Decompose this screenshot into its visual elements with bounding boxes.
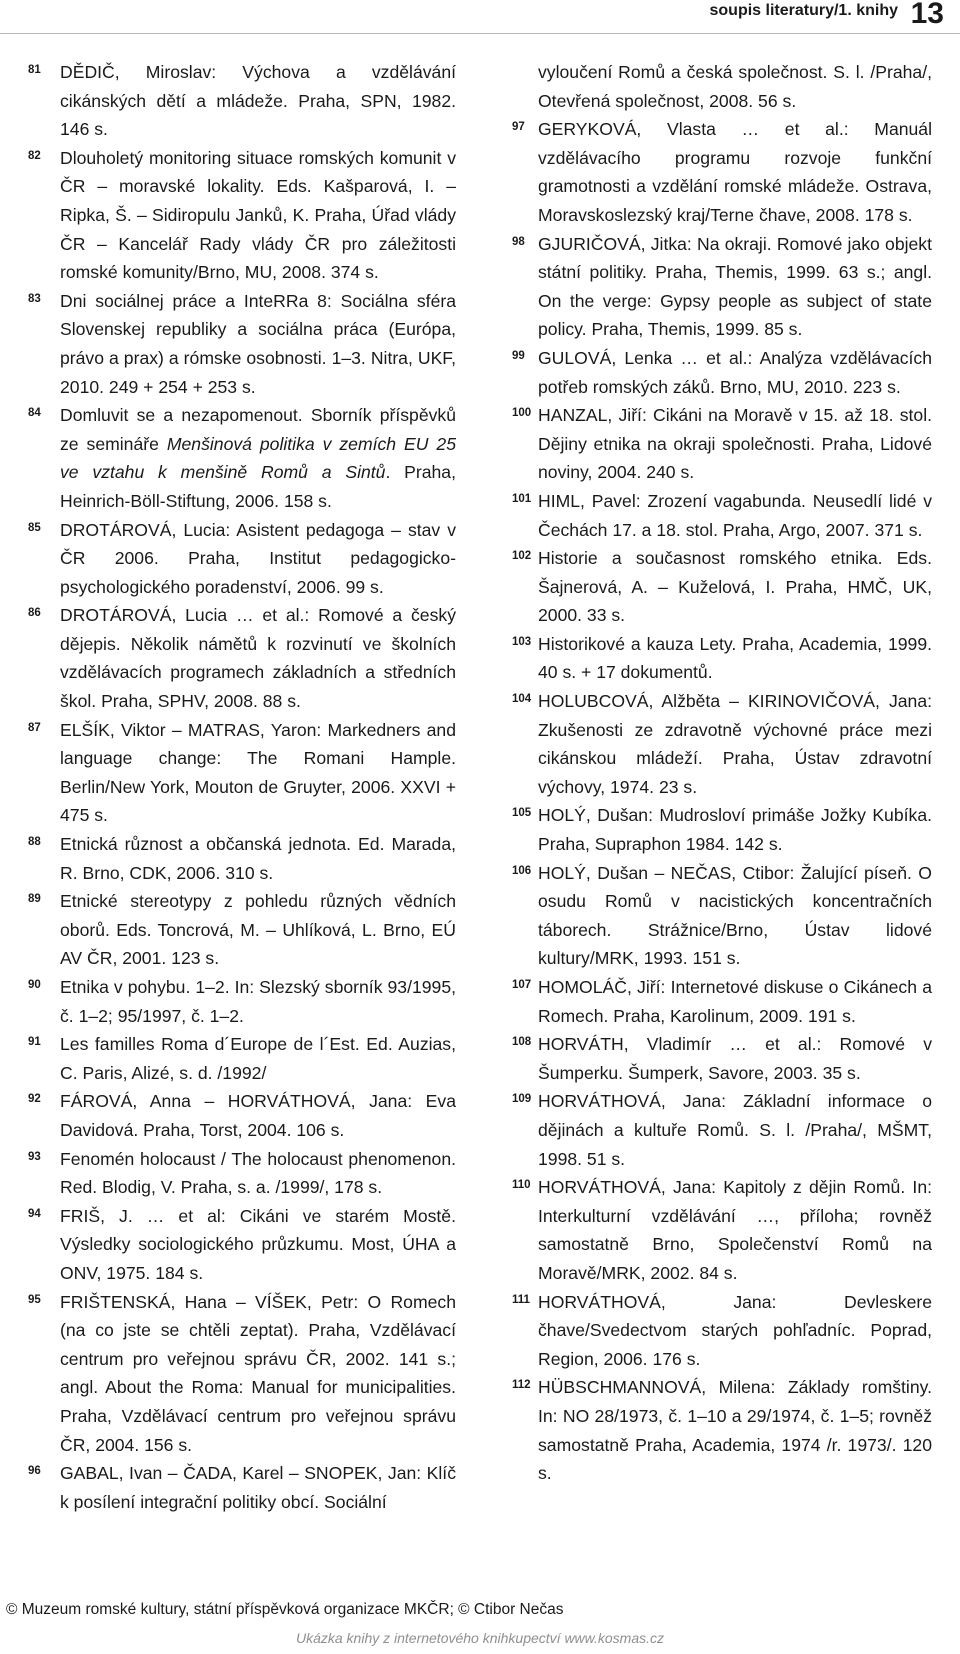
- entry-text: DROTÁROVÁ, Lucia: Asistent pedagoga – stav v ČR 2006. Praha, Institut pedagogicko-psychologického poradenství, 2006. 99 s.: [60, 519, 456, 597]
- entry-text: Les familles Roma d´Europe de l´Est. Ed. Auzias, C. Paris, Alizé, s. d. /1992/: [60, 1034, 456, 1083]
- entry-text: GABAL, Ivan – ČADA, Karel – SNOPEK, Jan: Klíč k posílení integrační politiky obcí. Sociální: [60, 1463, 456, 1512]
- entry-text: HORVÁTHOVÁ, Jana: Devleskere čhave/Svedectvom starých pohľadníc. Poprad, Region, 2006. 176 s.: [538, 1291, 932, 1369]
- bibliography-entry: [28, 144, 456, 287]
- bibliography-entry: [512, 115, 932, 229]
- entry-number: 105: [512, 807, 532, 820]
- entry-number: 90: [28, 979, 41, 991]
- entry-number: 94: [28, 1207, 41, 1220]
- right-entries: [512, 115, 932, 1488]
- page-header: [0, 0, 960, 34]
- bibliography-entry: [512, 630, 932, 687]
- entry-text: Dni sociálnej práce a InteRRa 8: Sociálna sféra Slovenskej republiky a sociálna práca (Európa, právo a prax) a rómske osobnosti. 1–3. Nitra, UKF, 2010. 249 + 254 + 253 s.: [60, 290, 456, 397]
- entry-text: FRIŠTENSKÁ, Hana – VÍŠEK, Petr: O Romech (na co jste se chtěli zeptat). Praha, Vzdělávací centrum pro veřejnou správu ČR, 2002. 141 s.; angl. About the Roma: Manual for municipalities. Praha, Vzdělávací centrum pro veřejnou správu ČR, 2004. 156 s.: [60, 1291, 456, 1455]
- entry-number: 91: [28, 1036, 41, 1049]
- bibliography-entry: [28, 1087, 456, 1144]
- entry-number: 96: [28, 1465, 41, 1478]
- bibliography-entry: [28, 716, 456, 830]
- entry-number: 82: [28, 149, 41, 162]
- entry-number: 99: [512, 349, 525, 362]
- entry-text: HOLUBCOVÁ, Alžběta – KIRINOVIČOVÁ, Jana: Zkušenosti ze zdravotně výchovné práce mezi cikánskou mládeží. Praha, Ústav zdravotní výchovy, 1974. 23 s.: [538, 691, 932, 797]
- entry-number: 106: [512, 864, 532, 877]
- entry-number: 87: [28, 721, 41, 734]
- entry-number: 84: [28, 407, 41, 420]
- entry-text: Domluvit se a nezapomenout. Sborník příspěvků ze semináře: [60, 405, 456, 454]
- entry-number: 103: [512, 635, 532, 648]
- entry-number: 85: [28, 521, 41, 534]
- entry-number: 92: [28, 1093, 41, 1106]
- bibliography-entry: [28, 1030, 456, 1087]
- entry-number: 83: [28, 292, 41, 305]
- entry-text: DĚDIČ, Miroslav: Výchova a vzdělávání cikánských dětí a mládeže. Praha, SPN, 1982. 146 s.: [60, 62, 456, 140]
- bibliography-entry: [28, 1288, 456, 1460]
- entry-text: FRIŠ, J. … et al: Cikáni ve starém Mostě. Výsledky sociologického průzkumu. Most, ÚHA a ONV, 1975. 184 s.: [60, 1205, 456, 1283]
- entry-text: Etnické stereotypy z pohledu různých vědních oborů. Eds. Toncrová, M. – Uhlíková, L. Brno, EÚ AV ČR, 2001. 123 s.: [60, 891, 456, 969]
- bibliography-entry: [28, 1459, 456, 1516]
- header-rule: [0, 33, 960, 34]
- entry-number: 93: [28, 1150, 41, 1163]
- watermark: Ukázka knihy z internetového knihkupectví www.kosmas.cz: [295, 1630, 665, 1646]
- bibliography-entry: [512, 1173, 932, 1287]
- bibliography-entry: [512, 859, 932, 973]
- bibliography-entry: [512, 1373, 932, 1487]
- entry-number: 81: [28, 64, 41, 76]
- entry-text: HORVÁTHOVÁ, Jana: Základní informace o dějinách a kultuře Romů. S. l. /Praha/, MŠMT, 1998. 51 s.: [538, 1091, 932, 1169]
- entry-number: 101: [512, 492, 532, 505]
- bibliography-entry: [28, 516, 456, 602]
- bibliography-entry: [512, 1030, 932, 1087]
- entry-text: GJURIČOVÁ, Jitka: Na okraji. Romové jako objekt státní politiky. Praha, Themis, 1999. 63 s.; angl. On the verge: Gypsy people as subject of state policy. Praha, Themis, 1999. 85 s.: [538, 233, 932, 340]
- bibliography-entry: [28, 287, 456, 401]
- entry-number: 86: [28, 607, 41, 620]
- copyright-notice: © Muzeum romské kultury, státní příspěvková organizace MKČR; © Ctibor Nečas: [6, 1601, 564, 1618]
- entry-text: Etnika v pohybu. 1–2. In: Slezský sborník 93/1995, č. 1–2; 95/1997, č. 1–2.: [60, 977, 456, 1026]
- continuation-text: vyloučení Romů a česká společnost. S. l. /Praha/, Otevřená společnost, 2008. 56 s.: [538, 62, 932, 111]
- entry-text: Historie a současnost romského etnika. Eds. Šajnerová, A. – Kuželová, I. Praha, HMČ, UK, 2000. 33 s.: [538, 548, 932, 626]
- entry-text: HOLÝ, Dušan: Mudrosloví primáše Jožky Kubíka. Praha, Supraphon 1984. 142 s.: [538, 805, 932, 855]
- left-column: [28, 58, 456, 1516]
- entry-number: 107: [512, 979, 532, 991]
- bibliography-entry: [512, 401, 932, 487]
- entry-number: 95: [28, 1293, 41, 1306]
- bibliography-entry: [512, 344, 932, 401]
- entry-number: 88: [28, 836, 41, 849]
- bibliography-entry: [28, 887, 456, 973]
- entry-title-italic: Menšinová politika v zemích EU 25 ve vztahu k menšině Romů a Sintů: [60, 433, 456, 483]
- bibliography-entry: [28, 830, 456, 887]
- entry-number: 104: [512, 693, 532, 706]
- bibliography-entry: [28, 973, 456, 1030]
- bibliography-entry: [512, 1087, 932, 1173]
- bibliography-entry: [512, 801, 932, 858]
- entry-number: 108: [512, 1036, 532, 1049]
- entry-number: 97: [512, 121, 525, 134]
- entry-number: 98: [512, 235, 525, 248]
- entry-text: HIML, Pavel: Zrození vagabunda. Neusedlí lidé v Čechách 17. a 18. stol. Praha, Argo, 2007. 371 s.: [538, 490, 932, 540]
- entry-text: HORVÁTH, Vladimír … et al.: Romové v Šumperku. Šumperk, Savore, 2003. 35 s.: [538, 1034, 932, 1083]
- entry-text: DROTÁROVÁ, Lucia … et al.: Romové a český dějepis. Několik námětů k rozvinutí ve školních vzdělávacích programech základních a středních škol. Praha, SPHV, 2008. 88 s.: [60, 605, 456, 712]
- entry-number: 102: [512, 550, 532, 563]
- bibliography-entry: [28, 58, 456, 144]
- bibliography-entry: [28, 1145, 456, 1202]
- entry-text: Historikové a kauza Lety. Praha, Academia, 1999. 40 s. + 17 dokumentů.: [538, 633, 932, 683]
- entry-number: 112: [512, 1379, 531, 1392]
- bibliography-entry: [512, 687, 932, 801]
- entry-text: HORVÁTHOVÁ, Jana: Kapitoly z dějin Romů. In: Interkulturní vzdělávání …, příloha; rovněž samostatně Brno, Společenství Romů na Moravě/MRK, 2002. 84 s.: [538, 1177, 932, 1283]
- entry-text: GERYKOVÁ, Vlasta … et al.: Manuál vzdělávacího programu rozvoje funkční gramotnosti a vzdělání romské mládeže. Ostrava, Moravskoslezský kraj/Terne čhave, 2008. 178 s.: [538, 119, 932, 225]
- entry-text: FÁROVÁ, Anna – HORVÁTHOVÁ, Jana: Eva Davidová. Praha, Torst, 2004. 106 s.: [60, 1091, 456, 1140]
- entry-text: HANZAL, Jiří: Cikáni na Moravě v 15. až 18. stol. Dějiny etnika na okraji společnosti. Praha, Lidové noviny, 2004. 240 s.: [538, 405, 932, 483]
- entry-number: 100: [512, 407, 532, 420]
- bibliography-entry: [512, 544, 932, 630]
- entry-text: . Praha, Heinrich-Böll-Stiftung, 2006. 158 s.: [60, 462, 456, 511]
- entry-text: Dlouholetý monitoring situace romských komunit v ČR – moravské lokality. Eds. Kašparová, I. – Ripka, Š. – Sidiropulu Janků, K. Praha, Úřad vlády ČR – Kancelář Rady vlády ČR pro záležitosti romské komunity/Brno, MU, 2008. 374 s.: [60, 147, 456, 283]
- entry-text: GULOVÁ, Lenka … et al.: Analýza vzdělávacích potřeb romských záků. Brno, MU, 2010. 223 s.: [538, 347, 932, 397]
- entry-text: HOLÝ, Dušan – NEČAS, Ctibor: Žalující píseň. O osudu Romů v nacistických koncentračních táborech. Strážnice/Brno, Ústav lidové kultury/MRK, 1993. 151 s.: [538, 862, 932, 969]
- entry-number: 89: [28, 893, 41, 906]
- entry-text: HÜBSCHMANNOVÁ, Milena: Základy romštiny. In: NO 28/1973, č. 1–10 a 29/1974, č. 1–5; rovněž samostatně Praha, Academia, 1974 /r. 1973/. 120 s.: [538, 1377, 932, 1484]
- entry-text: Fenomén holocaust / The holocaust phenomenon. Red. Blodig, V. Praha, s. a. /1999/, 178 s.: [60, 1148, 456, 1198]
- bibliography-entry: [512, 487, 932, 544]
- bibliography-entry: [512, 230, 932, 344]
- bibliography-entry: [28, 1202, 456, 1288]
- entry-number: 109: [512, 1093, 532, 1106]
- entry-number: 110: [512, 1179, 531, 1192]
- bibliography-entry: [512, 973, 932, 1030]
- running-title: soupis literatury/1. knihy: [709, 2, 898, 19]
- entry-number: 111: [512, 1293, 530, 1306]
- bibliography-entry: [28, 401, 456, 515]
- bibliography-entry: [28, 601, 456, 715]
- right-column: [512, 58, 932, 1488]
- entry-text: ELŠÍK, Viktor – MATRAS, Yaron: Markedners and language change: The Romani Hample. Berlin/New York, Mouton de Gruyter, 2006. XXVI + 475 s.: [60, 719, 456, 826]
- entry-text: HOMOLÁČ, Jiří: Internetové diskuse o Cikánech a Romech. Praha, Karolinum, 2009. 191 s.: [538, 977, 932, 1026]
- page-number: 13: [910, 0, 944, 30]
- bibliography-entry: [512, 1288, 932, 1374]
- entry-text: Etnická různost a občanská jednota. Ed. Marada, R. Brno, CDK, 2006. 310 s.: [60, 834, 456, 883]
